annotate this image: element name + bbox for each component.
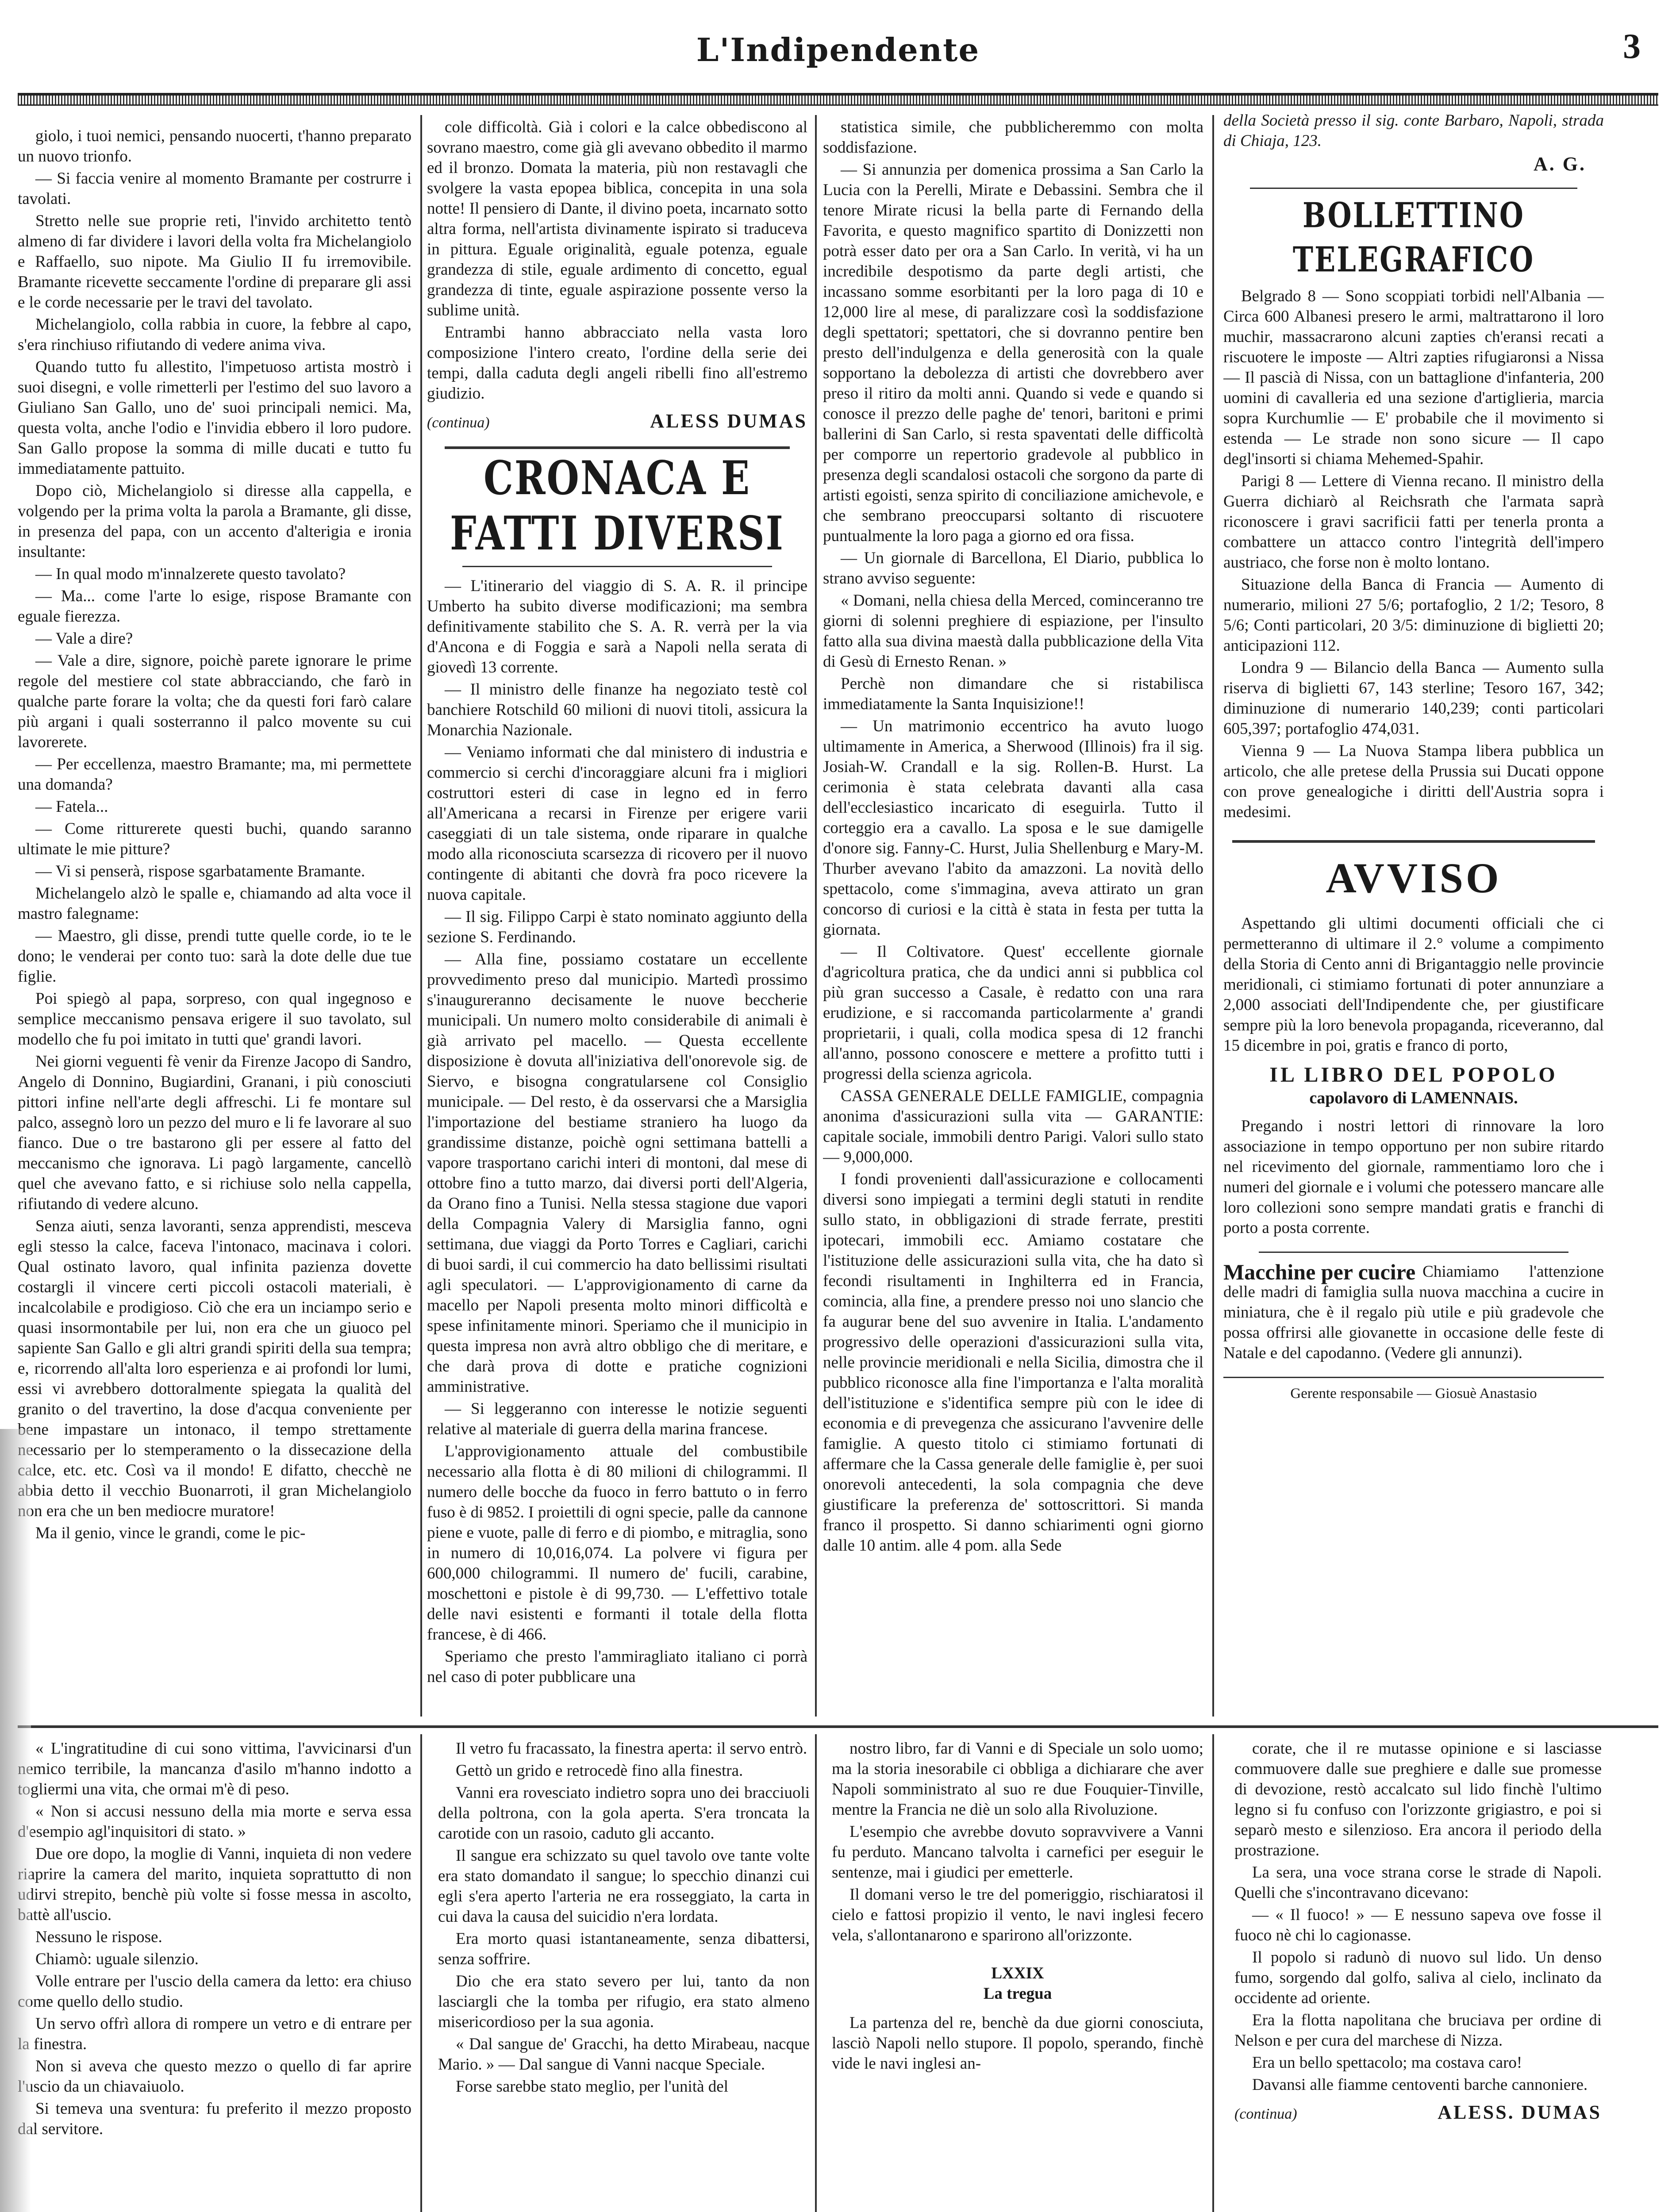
- story-paragraph: Quando tutto fu allestito, l'impetuoso artista mostrò i suoi disegni, e volle rimetterli per l'estimo del suo lavoro a Giuliano San Gallo, uno de' suoi principali nemici. Ma, questa volta, anche l'odio e l'invidia ebbero il loro pudore. San Gallo propose la somma di mille ducati e tutto fu immediatamente pattuito.: [18, 358, 411, 478]
- feuilleton-paragraph: « Non si accusi nessuno della mia morte e serva essa d'esempio agl'inquisitori di stato. »: [18, 1802, 411, 1841]
- feuilleton-paragraph: Il vetro fu fracassato, la finestra aperta: il servo entrò.: [456, 1740, 807, 1758]
- story-paragraph: Entrambi hanno abbracciato nella vasta loro composizione l'intero creato, l'ordine della serie dei tempi, dalla caduta degli angeli ribelli fino all'estremo giudizio.: [427, 323, 807, 403]
- news-item: — Il ministro delle finanze ha negoziato testè col banchiere Rotschild 60 milioni di nuovi titoli, assicura la Monarchia Nazionale.: [427, 680, 807, 739]
- feuilleton-paragraph: Forse sarebbe stato meglio, per l'unità del: [456, 2078, 728, 2096]
- story-paragraph: — In qual modo m'innalzerete questo tavolato?: [35, 565, 346, 583]
- feuilleton-column-1: [18, 1739, 411, 2212]
- column-divider: [815, 115, 817, 1717]
- feuilleton-column-4: [1234, 1739, 1602, 2212]
- story-paragraph: Dopo ciò, Michelangiolo si diresse alla cappella, e volgendo per la prima volta la parola a Bramante, gli disse, in presenza del papa, con un accento d'alterigia e ironia insultante:: [18, 482, 411, 561]
- story-paragraph: Ma il genio, vince le grandi, come le pic-: [35, 1524, 306, 1542]
- cronaca-heading: CRONACA E FATTI DIVERSI: [450, 450, 784, 561]
- story-paragraph: Michelangelo alzò le spalle e, chiamando ad alta voce il mastro falegname:: [18, 884, 411, 923]
- section-divider: [462, 566, 772, 567]
- feuilleton-paragraph: Due ore dopo, la moglie di Vanni, inquieta di non vedere riaprire la camera del marito, inquieta soprattutto di non udirvi strepito, benchè più volte si fosse messa in ascolto, battè all'uscio.: [18, 1845, 411, 1924]
- feuilleton-paragraph: Era morto quasi istantaneamente, senza dibattersi, senza soffrire.: [438, 1930, 810, 1968]
- chapter-number: LXXIX: [991, 1964, 1044, 1982]
- feuilleton-paragraph: Dio che era stato severo per lui, tanto da non lasciargli che la tomba per rifugio, era stato almeno misericordioso per la sua agonia.: [438, 1972, 810, 2031]
- feuilleton-paragraph: Non si aveva che questo mezzo o quello di far aprire l'uscio da un chiavaiuolo.: [18, 2057, 411, 2096]
- feuilleton-column-2: [438, 1739, 810, 2212]
- feuilleton-paragraph: Chiamò: uguale silenzio.: [35, 1950, 199, 1968]
- feuilleton-paragraph: Il popolo si radunò di nuovo sul lido. Un denso fumo, sorgendo dal golfo, saliva al cielo, inclinato da occidente ad oriente.: [1234, 1948, 1602, 2007]
- news-item: — Si leggeranno con interesse le notizie seguenti relative al materiale di guerra della marina francese.: [427, 1400, 807, 1438]
- feuilleton-paragraph: La sera, una voce strana corse le strade di Napoli. Quelli che s'incontravano dicevano:: [1234, 1863, 1602, 1902]
- macchine-ad: [1223, 1262, 1604, 1363]
- column-divider: [1212, 1734, 1214, 2212]
- column-divider: [815, 1734, 817, 2212]
- continua-label: (continua): [427, 415, 490, 431]
- feuilleton-paragraph: Volle entrare per l'uscio della camera da letto: era chiuso come quello dello studio.: [18, 1972, 411, 2011]
- section-divider: [1232, 840, 1595, 843]
- telegram-item: Parigi 8 — Lettere di Vienna recano. Il ministro della Guerra dichiarò al Reichsrath che l'armata saprà riconoscere i gravi sacrificii fatti per tenerla pronta a combattere un attacco contro l'integrità dell'impero austriaco, che forse non è molto lontano.: [1223, 472, 1604, 572]
- macchine-heading: Macchine per cucire: [1223, 1260, 1416, 1284]
- story-paragraph: Michelangiolo, colla rabbia in cuore, la febbre al capo, s'era rinchiuso rifiutando di vedere anima viva.: [18, 315, 411, 354]
- story-paragraph: — Come ritturerete questi buchi, quando saranno ultimate le mie pitture?: [18, 820, 411, 858]
- feuilleton-paragraph: corate, che il re mutasse opinione e si lasciasse commuovere dalle sue preghiere e dalle sue promesse di devozione, restò accalcato sul lido finchè l'ultimo legno si fu confuso con l'orizzonte grigiastro, e poi si separò mesto e silenzioso. Era ancora il periodo della prostrazione.: [1234, 1740, 1602, 1859]
- author-signature: ALESS DUMAS: [650, 410, 807, 432]
- story-paragraph: — Maestro, gli disse, prendi tutte quelle corde, io te le dono; le venderai per conto tuo: sarà la dote delle due tue figlie.: [18, 927, 411, 986]
- news-item: L'approvigionamento attuale del combustibile necessario alla flotta è di 80 milioni di chilogrammi. Il numero delle bocche da fuoco in ferro battuto o in ferro fuso è di 9852. I proiettili di ogni specie, palle da cannone piene e vuote, palle di ferro e di piombo, e mitraglia, sono in numero di 10,016,074. La polvere vi figura per 600,000 chilogrammi. Il numero de' fucili, carabine, moschettoni e pistole è di 99,730. — L'effettivo totale delle navi esistenti e formanti il totale della flotta francese, è di 466.: [427, 1442, 807, 1644]
- news-item: I fondi provenienti dall'assicurazione e collocamenti diversi sono impiegati a termini degli statuti in rendite sullo stato, in obbligazioni di strade ferrate, prestiti ipotecari, immobili ecc. Amiamo costatare che l'istituzione delle assicurazioni sulla vita, che ha dato sì fecondi risultamenti in Inghilterra ed in Francia, comincia, alla fine, a prendere presso noi uno slancio che fa augurar bene del suo avvenire in Italia. L'andamento progressivo delle operazioni d'assicurazioni sulla vita, nelle provincie meridionali e nella Sicilia, dimostra che il pubblico riconosce alla fine l'importanza e l'alta moralità dell'istituzione e s'identifica sempre più con le idee di economia e di prevegenza che assicurano l'avvenire delle famiglie. A questo titolo ci stimiamo fortunati di affermare che la Cassa generale delle famiglie è, per suoi onorevoli antecedenti, la sola compagnia che deve giustificare la preferenza de' sottoscrittori. Si manda franco il prospetto. Si danno schiarimenti ogni giorno dalle 10 antim. alle 4 pom. alla Sede: [823, 1170, 1203, 1555]
- feuilleton-paragraph: Il sangue era schizzato su quel tavolo ove tante volte era stato domandato il sangue; lo specchio dinanzi cui egli s'era aperto l'arteria ne era rosseggiato, la carta in cui dava la causa del suicidio n'era lordata.: [438, 1847, 810, 1926]
- chapter-paragraph: La partenza del re, benchè da due giorni conosciuta, lasciò Napoli nello stupore. Il popolo, sperando, finchè vide le navi inglesi an-: [832, 2014, 1203, 2073]
- telegram-item: Vienna 9 — La Nuova Stampa libera pubblica un articolo, che alle pretese della Prussia sui Ducati oppone con prove genealogiche i diritti dell'Austria sopra i medesimi.: [1223, 742, 1604, 821]
- story-paragraph: — Ma... come l'arte lo esige, rispose Bramante con eguale fierezza.: [18, 587, 411, 626]
- column-3: [823, 117, 1203, 1705]
- masthead-rule: [18, 93, 1658, 106]
- news-item: statistica simile, che pubblicheremmo con molta soddisfazione.: [823, 118, 1203, 157]
- telegram-item: Londra 9 — Bilancio della Banca — Aumento sulla riserva di biglietti 67, 143 sterline; Tesoro 167, 342; diminuzione di numerario 140,239; conti particolari 605,397; portafoglio 474,031.: [1223, 659, 1604, 738]
- avviso-text: Aspettando gli ultimi documenti officiali che ci permetteranno di ultimare il 2.° volume a compimento della Storia di Cento anni di Brigantaggio nelle provincie meridionali, ci stimiamo fortunati di poter annunziare a 2,000 associati dell'Indipendente che, per giustificare sempre più la loro benevola propaganda, riceveranno, dal 15 dicembre in poi, gratis e franco di porto,: [1223, 914, 1604, 1055]
- section-divider: [1223, 1377, 1604, 1378]
- story-paragraph: Nei giorni veguenti fè venir da Firenze Jacopo di Sandro, Angelo di Donnino, Bugiardini, Granani, i più conosciuti pittori infine nell'arte degli affreschi. Li fe montare sul palco, assegnò loro un pezzo del muro e li fe lavorare al suo fianco. Due o tre bastarono gli per essere al fatto del meccanismo che ignorava. Li pagò largamente, cancellò quel che avevano fatto, e si richiuse solo nella cappella, rifiutando di vedere alcuno.: [18, 1052, 411, 1213]
- feuilleton-paragraph: — « Il fuoco! » — E nessuno sapeva ove fosse il fuoco nè chi lo cagionasse.: [1234, 1906, 1602, 1944]
- telegram-item: Belgrado 8 — Sono scoppiati torbidi nell'Albania — Circa 600 Albanesi presero le armi, maltrattarono il loro muchir, massacrarono alcuni zapties ch'eransi recati a riscuotere le imposte — Altri zapties rifugiaronsi a Nissa — Il pascià di Nissa, con un battaglione d'infanteria, 200 uomini di cavalleria ed una sezione d'artiglieria, marcia sopra Kurchumlie — E' probabile che il movimento si estenda — Le strade non sono sicure — Il capo degl'insorti si chiama Mehemed-Spahir.: [1223, 287, 1604, 468]
- story-paragraph: — Fatela...: [35, 798, 108, 816]
- column-divider: [420, 115, 422, 1717]
- story-paragraph: — Si faccia venire al momento Bramante per costrurre i tavolati.: [18, 169, 411, 208]
- column-divider: [420, 1734, 422, 2212]
- column-2: [427, 117, 807, 1705]
- telegram-item: Situazione della Banca di Francia — Aumento di numerario, milioni 27 5/6; portafoglio, 2 1/2; Tesoro, 8 5/6; Conti particolari, 20 3/5: diminuzione di biglietti 20; anticipazioni 112.: [1223, 576, 1604, 655]
- story-paragraph: — Per eccellenza, maestro Bramante; ma, mi permettete una domanda?: [18, 755, 411, 794]
- story-paragraph: — Vale a dire, signore, poichè parete ignorare le prime regole del mestiere col state abbracciando, che farò in qualche parte forare la volta; che da questi fori farò calare più argani i quali sosterranno il palco movente su cui lavorerete.: [18, 652, 411, 751]
- section-divider: [1250, 188, 1577, 189]
- feuilleton-paragraph: nostro libro, far di Vanni e di Speciale un solo uomo; ma la storia inesorabile ci obbliga a dichiarare che aver Napoli somministrato al suo re due Fouquier-Tinville, mentre la Francia ne diè un solo alla Rivoluzione.: [832, 1740, 1203, 1819]
- feuilleton-paragraph: Vanni era rovesciato indietro sopra uno dei bracciuoli della poltrona, con la gola aperta. S'era troncata la carotide con un rasoio, caduto gli accanto.: [438, 1784, 810, 1843]
- chapter-title: La tregua: [983, 1985, 1052, 2003]
- story-paragraph: Senza aiuti, senza lavoranti, senza apprendisti, mesceva egli stesso la calce, faceva l'intonaco, macinava i colori. Qual ostinato lavoro, qual infinita pazienza dovette costargli il vincere certi piccoli ostacoli materiali, è incalcolabile e prodigioso. Ciò che era un inciampo serio e quasi insormontabile per lui, non era che un giuoco pel sapiente San Gallo e gli altri grandi spiriti della sua tempra; e, ricorrendo all'alta loro esperienza e ai profondi lor lumi, essi vi avrebbero dottoralmente spiegata la qualità del granito o del travertino, la dose d'acqua conveniente per bene impastare un intonaco, il tempo strettamente necessario per lo stemperamento o la dissecazione della calce, etc. etc. Così va il mondo! E difatto, checchè ne abbia detto il vecchio Buonarroti, il gran Michelangiolo non era che un ben mediocre muratore!: [18, 1217, 411, 1520]
- masthead: [18, 27, 1658, 88]
- news-item: — Veniamo informati che dal ministero di industria e commercio si cerchi d'incoraggiare alcuni fra i migliori costruttori esteri di case in legno ed in ferro all'Americana a recarsi in Firenze per erigere varii caseggiati di un tale sistema, onde riparare in qualche modo alla riconosciuta scarsezza di ricovero per il nuovo contingente di abitanti che dovrà fra poco ricevere la nuova capitale.: [427, 743, 807, 904]
- news-item: Perchè non dimandare che si ristabilisca immediatamente la Santa Inquisizione!!: [823, 675, 1203, 713]
- news-item: — Un giornale di Barcellona, El Diario, pubblica lo strano avviso seguente:: [823, 549, 1203, 588]
- section-divider: [445, 446, 790, 449]
- feuilleton-paragraph: Era un bello spettacolo; ma costava caro!: [1252, 2054, 1522, 2072]
- initials-signature: A. G.: [1534, 153, 1586, 175]
- story-paragraph: Poi spiegò al papa, sorpreso, con qual ingegnoso e semplice meccanismo pensava erigere il suo tavolato, sul modello che fu poi imitato in tutti que' grandi lavori.: [18, 990, 411, 1048]
- news-item: — Il sig. Filippo Carpi è stato nominato aggiunto della sezione S. Ferdinando.: [427, 908, 807, 946]
- column-divider: [1212, 115, 1214, 1717]
- page-number: 3: [1623, 27, 1641, 66]
- news-item: — Si annunzia per domenica prossima a San Carlo la Lucia con la Perelli, Mirate e Debassini. Sembra che il tenore Mirate ricusi la bella parte di Fernando della Favorita, e questo magnifico spartito di Donizzetti non potrà esser dato per ora a San Carlo. In verità, vi ha un incredibile despotismo da parte degli artisti, che incassano somme esorbitanti per la loro paga di 10 e 12,000 lire al mese, di paralizzare così la soddisfazione degli spettatori; spettatori, che si dovranno pentire ben presto dell'indulgenza e della generosità con la quale sopportano la debolezza di artisti che dovrebbero aver preso il ritiro da molti anni. Quando si vede e quando si conosce il prezzo delle paghe de' tenori, baritoni e primi ballerini di San Carlo, si resta spaventati delle difficoltà per comporre un repertorio gradevole al pubblico in presenza degli scandalosi ostacoli che sorgono da parte di artisti egoisti, senza spirito di conciliazione amichevole, e che sembrano preoccuparsi soltanto di riscuotere puntualmente la loro paga a giorno ed ora fissa.: [823, 161, 1203, 545]
- story-paragraph: — Vi si penserà, rispose sgarbatamente Bramante.: [35, 862, 365, 880]
- column-1-story: [18, 126, 411, 1705]
- news-item: « Domani, nella chiesa della Merced, cominceranno tre giorni di solenni preghiere di espiazione, per l'insulto fatto alla sua divina maestà dalla pubblicazione della Vita di Gesù di Ernesto Renan. »: [823, 591, 1203, 671]
- avviso-heading: AVVISO: [1326, 854, 1502, 902]
- feuilleton-paragraph: Nessuno le rispose.: [35, 1928, 162, 1946]
- gerente-responsabile: Gerente responsabile — Giosuè Anastasio: [1290, 1386, 1537, 1402]
- feuilleton-paragraph: « Dal sangue de' Gracchi, ha detto Mirabeau, nacque Mario. » — Dal sangue di Vanni nacque Speciale.: [438, 2035, 810, 2074]
- story-paragraph: Stretto nelle sue proprie reti, l'invido architetto tentò almeno di far dividere i lavori della volta fra Michelangiolo e Raffaello, suo nipote. Ma Giulio II fu irremovibile. Bramante ricevette seccamente l'ordine di preparare gli assi e le corde necessarie per le travi del tavolato.: [18, 212, 411, 311]
- news-item: — Un matrimonio eccentrico ha avuto luogo ultimamente in America, a Sherwood (Illinois) fra il sig. Josiah-W. Crandall e la sig. Rollen-B. Hurst. La cerimonia è stata celebrata davanti alla casa dell'ecclesiastico incaricato di eseguirla. Tutto il corteggio era a cavallo. La sposa e le sue damigelle d'onore sig. Fanny-C. Hurst, Julia Shellenburg e Mary-M. Thurber avevano l'abito da amazzoni. La novità dello spettacolo, come s'immagina, aveva attirato un gran concorso di curiosi e la città è stata in festa per tutta la giornata.: [823, 717, 1203, 939]
- news-item: — Il Coltivatore. Quest' eccellente giornale d'agricoltura pratica, che da undici anni si pubblica col più gran successo a Casale, è redatto con una rara erudizione, e si raccomanda particolarmente a' grandi proprietarii, i quali, colla modica spesa di 12 franchi all'anno, possono conoscere e mettere a profitto tutti i progressi della scienza agricola.: [823, 943, 1203, 1083]
- news-item: CASSA GENERALE DELLE FAMIGLIE, compagnia anonima d'assicurazioni sulla vita — GARANTIE: capitale sociale, immobili dentro Parigi. Valori sullo stato — 9,000,000.: [823, 1087, 1203, 1166]
- feuilleton-separator: [18, 1725, 1658, 1728]
- feuilleton-column-3: [832, 1739, 1203, 2212]
- feuilleton-paragraph: « L'ingratitudine di cui sono vittima, l'avvicinarsi d'un nemico terribile, la mancanza d'asilo m'hanno indotto a togliermi una vita, che ormai m'è di peso.: [18, 1740, 411, 1798]
- libro-text: Pregando i nostri lettori di rinnovare la loro associazione in tempo opportuno per non subire ritardo nel ricevimento del giornale, rammentiamo loro che i numeri del giornale e i volumi che potessero mancare alle loro collezioni sono sempre mandati gratis e franchi di porto a posta corrente.: [1223, 1117, 1604, 1237]
- news-item: — Alla fine, possiamo costatare un eccellente provvedimento preso dal municipio. Martedì prossimo s'inaugureranno decisamente le nuove beccherie municipali. Un numero molto considerabile di animali è già arrivato pel macello. — Questa eccellente disposizione è dovuta all'iniziativa dell'onorevole sig. de Siervo, e bisogna congratularsene col Consiglio municipale. — Del resto, è da osservarsi che a Marsiglia l'importazione del bestiame straniero ha luogo da grandissime distanze, poichè ogni settimana battelli a vapore trasportano carichi interi di montoni, dal mese di ottobre fino a tutto marzo, dai diversi porti dell'Algeria, da Orano fino a Tunisi. Nella stessa stagione due vapori della Compagnia Valery di Marsiglia fanno, ogni settimana, due viaggi da Porto Torres e Cagliari, carichi di buoi sardi, il cui commercio ha dato bellissimi risultati agli speculatori. — L'approvigionamento di carne da macello per Napoli presenta molto minori difficoltà e spese infinitamente minori. Speriamo che il municipio in questa impresa non avrà altro obbligo che di meritare, e che darà prova di dotte e pratiche cognizioni amministrative.: [427, 950, 807, 1396]
- news-item: — L'itinerario del viaggio di S. A. R. il principe Umberto ha subito diverse modificazioni; ma sembra definitivamente stabilito che S. A. R. verrà per la via d'Ancona e di Foggia e sarà a Napoli nella serata di giovedì 13 corrente.: [427, 577, 807, 676]
- continua-label: (continua): [1234, 2106, 1297, 2122]
- section-divider: [1259, 1252, 1568, 1253]
- feuilleton-paragraph: Era la flotta napolitana che bruciava per ordine di Nelson e per cura del marchese di Nizza.: [1234, 2011, 1602, 2050]
- feuilleton-paragraph: L'esempio che avrebbe dovuto sopravvivere a Vanni fu perduto. Mancano talvolta i carnefici per eseguir le sentenze, mai i giudici per emetterle.: [832, 1823, 1203, 1882]
- society-address: della Società presso il sig. conte Barbaro, Napoli, strada di Chiaja, 123.: [1223, 111, 1604, 150]
- libro-heading: IL LIBRO DEL POPOLO: [1269, 1063, 1558, 1087]
- column-4: [1223, 111, 1604, 1705]
- news-item: Speriamo che presto l'ammiragliato italiano ci porrà nel caso di poter pubblicare una: [427, 1647, 807, 1686]
- feuilleton-paragraph: Davansi alle fiamme centoventi barche cannoniere.: [1252, 2076, 1588, 2094]
- feuilleton-paragraph: Il domani verso le tre del pomeriggio, rischiaratosi il cielo e fattosi propizio il vento, le navi inglesi fecero vela, s'allontanarono e sparirono all'orizzonte.: [832, 1886, 1203, 1944]
- author-signature: ALESS. DUMAS: [1438, 2101, 1602, 2123]
- story-paragraph: cole difficoltà. Già i colori e la calce obbediscono al sovrano maestro, come già gli avevano obbedito il marmo ed il bronzo. Domata la materia, più non restavagli che svolgere la vasta epopea biblica, concepita in una sola notte! Il pensiero di Dante, il divino poeta, incarnato sotto altra forma, nell'artista divinamente ispirato si traduceva in pittura. Eguale originalità, eguale potenza, eguale grandezza di stile, eguale ardimento di concetto, egual grandezza di tinte, eguale aspirazione possente verso la sublime unità.: [427, 118, 807, 319]
- story-paragraph: giolo, i tuoi nemici, pensando nuocerti, t'hanno preparato un nuovo trionfo.: [18, 127, 411, 165]
- feuilleton-paragraph: Gettò un grido e retrocedè fino alla finestra.: [456, 1762, 743, 1780]
- newspaper-title: L'Indipendente: [696, 31, 980, 69]
- story-paragraph: — Vale a dire?: [35, 630, 133, 648]
- bollettino-heading: BOLLETTINO TELEGRAFICO: [1292, 195, 1535, 280]
- feuilleton-paragraph: Un servo offrì allora di rompere un vetro e di entrare per la finestra.: [18, 2015, 411, 2053]
- libro-subheading: capolavoro di LAMENNAIS.: [1309, 1089, 1518, 1107]
- story-signature: [427, 408, 807, 433]
- feuilleton-signature: [1234, 2100, 1602, 2124]
- feuilleton-paragraph: Si temeva una sventura: fu preferito il mezzo proposto dal servitore.: [18, 2100, 411, 2138]
- page-fold-shadow: [0, 1429, 31, 2212]
- macchine-text: Chiamiamo l'attenzione delle madri di famiglia sulla nuova macchina a cucire in miniatura, che è il regalo più utile e più gradevole che possa offrirsi alle giovanette in occasione delle feste di Natale e del capodanno. (Vedere gli annunzi).: [1223, 1263, 1604, 1362]
